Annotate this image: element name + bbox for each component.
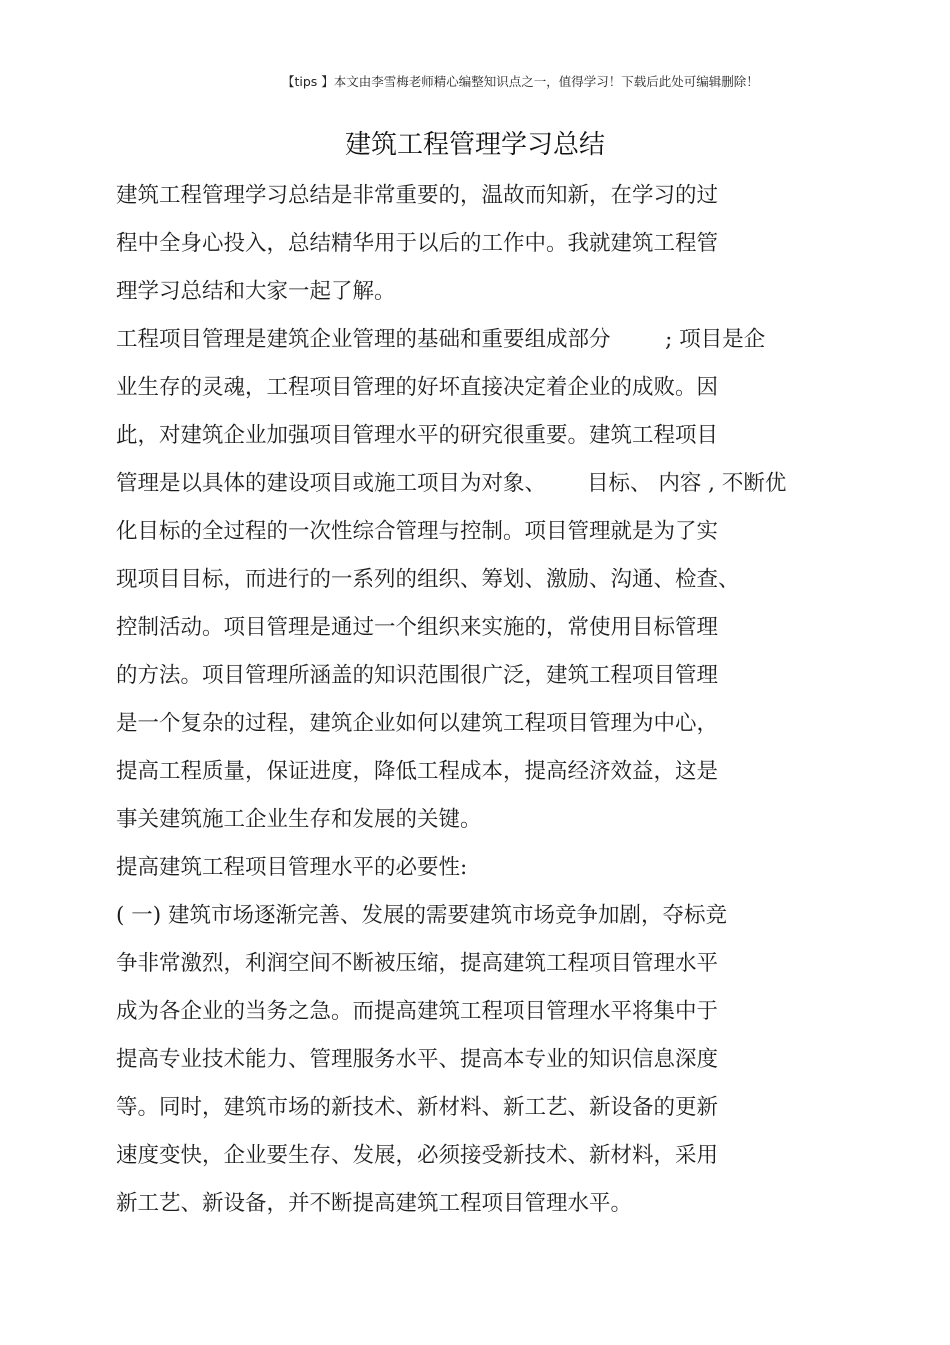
document-title: 建筑工程管理学习总结 <box>344 130 605 160</box>
text-line: 争非常激烈，利润空间不断被压缩，提高建筑工程项目管理水平 <box>116 951 719 976</box>
text-line: 管理是以具体的建设项目或施工项目为对象、 目标、 内容 , 不断优 <box>116 471 787 496</box>
text-line: 业生存的灵魂，工程项目管理的好坏直接决定着企业的成败。因 <box>116 375 719 400</box>
text-line: 控制活动。项目管理是通过一个组织来实施的，常使用目标管理 <box>116 615 719 640</box>
text-line: 工程项目管理是建筑企业管理的基础和重要组成部分 ; 项目是企 <box>116 327 766 352</box>
text-line: 事关建筑施工企业生存和发展的关键。 <box>116 807 482 832</box>
text-line: 此，对建筑企业加强项目管理水平的研究很重要。建筑工程项目 <box>116 423 719 448</box>
text-line: 现项目目标，而进行的一系列的组织、筹划、激励、沟通、检查、 <box>116 567 740 592</box>
text-line: 理学习总结和大家一起了解。 <box>116 279 396 304</box>
text-line: 提高专业技术能力、管理服务水平、提高本专业的知识信息深度 <box>116 1047 719 1072</box>
text-line: 等。同时，建筑市场的新技术、新材料、新工艺、新设备的更新 <box>116 1095 719 1120</box>
text-line: 建筑工程管理学习总结是非常重要的，温故而知新，在学习的过 <box>116 183 719 208</box>
text-line: 提高建筑工程项目管理水平的必要性: <box>116 855 468 880</box>
text-line: 程中全身心投入，总结精华用于以后的工作中。我就建筑工程管 <box>116 231 719 256</box>
text-line: 成为各企业的当务之急。而提高建筑工程项目管理水平将集中于 <box>116 999 719 1024</box>
text-line: 是一个复杂的过程，建筑企业如何以建筑工程项目管理为中心， <box>116 711 719 736</box>
text-line: 化目标的全过程的一次性综合管理与控制。项目管理就是为了实 <box>116 519 719 544</box>
text-line: 的方法。项目管理所涵盖的知识范围很广泛，建筑工程项目管理 <box>116 663 719 688</box>
text-line: 新工艺、新设备，并不断提高建筑工程项目管理水平。 <box>116 1191 633 1216</box>
document-body <box>116 178 856 1234</box>
tips-note: 【tips 】本文由李雪梅老师精心编整知识点之一，值得学习！下载后此处可编辑删除！ <box>282 74 759 89</box>
text-line: 提高工程质量，保证进度，降低工程成本，提高经济效益，这是 <box>116 759 719 784</box>
text-line: ( 一) 建筑市场逐渐完善、发展的需要建筑市场竞争加剧，夺标竞 <box>116 903 727 928</box>
text-line: 速度变快，企业要生存、发展，必须接受新技术、新材料，采用 <box>116 1143 719 1168</box>
